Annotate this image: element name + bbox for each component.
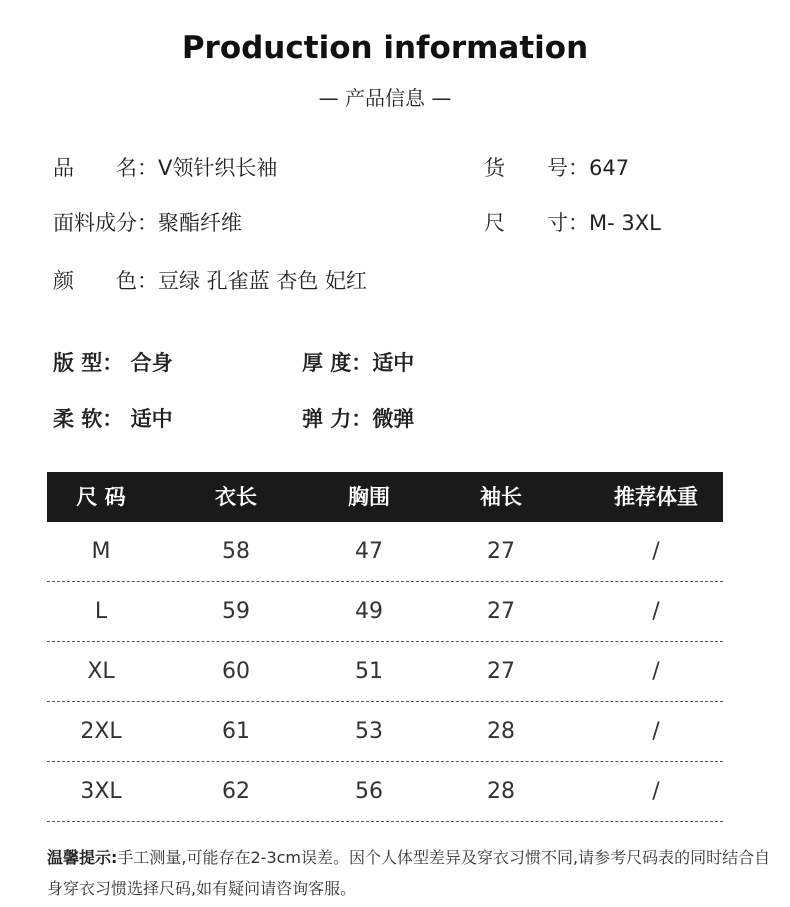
product-material-row	[53, 207, 242, 237]
cell-length: 59	[222, 599, 250, 624]
attr-thickness-label: 厚 度：	[302, 351, 373, 375]
cell-sleeve: 28	[487, 719, 515, 744]
size-table	[47, 472, 723, 822]
note-label: 温馨提示:	[47, 848, 118, 867]
cell-length: 61	[222, 719, 250, 744]
cell-weight: /	[652, 599, 660, 624]
cell-size: L	[94, 599, 108, 624]
cell-bust: 47	[355, 539, 383, 564]
product-color-label: 颜 色：	[53, 269, 158, 293]
product-name-value: V领针织长袖	[158, 156, 278, 180]
product-size-row	[484, 207, 661, 237]
table-row	[47, 642, 723, 702]
attr-thickness-value: 适中	[372, 351, 415, 375]
header-sleeve: 袖长	[480, 485, 522, 509]
cell-bust: 49	[355, 599, 383, 624]
cell-weight: /	[652, 539, 660, 564]
attr-fit-value: 合身	[130, 351, 173, 375]
cell-size: XL	[87, 659, 115, 684]
cell-bust: 51	[355, 659, 383, 684]
product-name-row	[53, 152, 277, 182]
attr-softness-row	[53, 403, 173, 433]
attr-thickness-row	[302, 347, 414, 377]
attr-softness-label: 柔 软：	[53, 407, 124, 431]
cell-sleeve: 28	[487, 779, 515, 804]
attr-fit-label: 版 型：	[53, 351, 124, 375]
table-row	[47, 702, 723, 762]
cell-size: 2XL	[80, 719, 122, 744]
product-color-row	[53, 265, 367, 295]
cell-bust: 53	[355, 719, 383, 744]
table-row	[47, 582, 723, 642]
page-subtitle: — 产品信息 —	[318, 86, 452, 110]
attr-softness-value: 适中	[130, 407, 173, 431]
cell-sleeve: 27	[487, 539, 515, 564]
product-sku-value: 647	[589, 156, 630, 180]
note-text: 手工测量,可能存在2-3cm误差。因个人体型差异及穿衣习惯不同,请参考尺码表的同时结合自身穿衣习惯选择尺码,如有疑问请咨询客服。	[47, 848, 771, 898]
cell-length: 58	[222, 539, 250, 564]
cell-sleeve: 27	[487, 659, 515, 684]
header-bust: 胸围	[348, 485, 390, 509]
size-table-header	[47, 472, 723, 522]
cell-size: 3XL	[80, 779, 122, 804]
measurement-note	[47, 842, 777, 904]
cell-weight: /	[652, 659, 660, 684]
product-sku-label: 货 号：	[484, 156, 589, 180]
product-size-value: M- 3XL	[589, 211, 661, 235]
cell-size: M	[91, 539, 111, 564]
cell-weight: /	[652, 719, 660, 744]
product-name-label: 品 名：	[53, 156, 158, 180]
cell-length: 60	[222, 659, 250, 684]
attr-elasticity-label: 弹 力：	[302, 407, 373, 431]
cell-sleeve: 27	[487, 599, 515, 624]
table-row	[47, 762, 723, 822]
page-title: Production information	[181, 30, 589, 66]
attr-elasticity-row	[302, 403, 414, 433]
cell-weight: /	[652, 779, 660, 804]
table-row	[47, 522, 723, 582]
product-color-value: 豆绿 孔雀蓝 杏色 妃红	[158, 269, 368, 293]
product-size-label: 尺 寸：	[484, 211, 589, 235]
attr-elasticity-value: 微弹	[372, 407, 415, 431]
header-size: 尺 码	[76, 485, 126, 509]
product-sku-row	[484, 152, 629, 182]
header-length: 衣长	[215, 485, 257, 509]
cell-bust: 56	[355, 779, 383, 804]
product-material-value: 聚酯纤维	[158, 211, 242, 235]
cell-length: 62	[222, 779, 250, 804]
product-material-label: 面料成分：	[53, 211, 158, 235]
attr-fit-row	[53, 347, 173, 377]
header-weight: 推荐体重	[614, 485, 698, 509]
